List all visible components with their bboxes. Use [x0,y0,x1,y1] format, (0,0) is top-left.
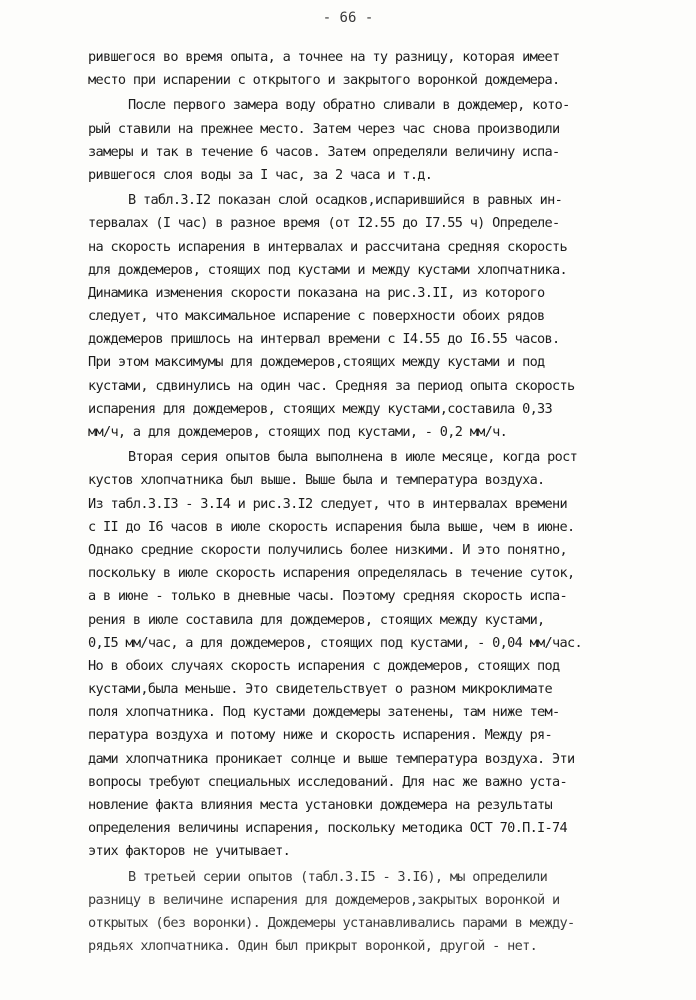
text-line: Однако средние скорости получились более низкими. И это понятно, [88,541,567,558]
text-line: В третьей серии опытов (табл.3.I5 - 3.I6), мы определили [128,868,548,885]
text-line: рый ставили на прежнее место. Затем через час снова производили [88,120,560,137]
text-line: поскольку в июле скорость испарения определялась в течение суток, [88,565,575,582]
text-line: рения в июле составила для дождемеров, стоящих между кустами, [88,611,545,628]
text-line: замеры и так в течение 6 часов. Затем определяли величину испа- [88,143,560,160]
text-line: тервалах (I час) в разное время (от I2.55 до I7.55 ч) Определе- [88,215,560,232]
text-line: этих факторов не учитывает. [88,843,291,860]
text-line: Но в обоих случаях скорость испарения с дождемеров, стоящих под [88,657,560,674]
text-line: В табл.3.I2 показан слой осадков,испарившийся в равных ин- [128,192,563,209]
text-line: мм/ч, а для дождемеров, стоящих под кустами, - 0,2 мм/ч. [88,424,508,440]
text-line: следует, что максимальное испарение с поверхности обоих рядов [88,308,545,325]
text-line: новление факта влияния места установки дождемера на результаты [88,797,553,813]
text-line: с II до I6 часов в июле скорость испарения была выше, чем в июне. [88,518,575,535]
text-line: кустами,была меньше. Это свидетельствует о разном микроклимате [88,681,553,698]
text-line: рившегося слоя воды за I час, за 2 часа и т.д. [88,166,433,183]
text-line: место при испарении с открытого и закрытого воронкой дождемера. [88,72,560,89]
text-line: на скорость испарения в интервалах и рассчитана средняя скорость [88,238,567,255]
text-line: а в июне - только в дневные часы. Поэтому средняя скорость испа- [88,588,567,605]
text-line: испарения для дождемеров, стоящих между кустами,составила 0,33 [88,400,553,417]
text-line: пература воздуха и потому ниже и скорость испарения. Между ря- [88,727,553,744]
text-line: вопросы требуют специальных исследований. Для нас же важно уста- [88,773,567,790]
text-line: Из табл.3.I3 - 3.I4 и рис.3.I2 следует, что в интервалах времени [88,495,567,512]
text-line: открытых (без воронки). Дождемеры устанавливались парами в между- [88,914,575,931]
text-line: определения величины испарения, поскольку методика ОСТ 70.П.І-74 [88,820,567,837]
text-line: кустами, сдвинулись на один час. Средняя за период опыта скорость [88,377,575,394]
text-line: разницу в величине испарения для дождемеров,закрытых воронкой и [88,891,560,908]
text-line: кустов хлопчатника был выше. Выше была и температура воздуха. [88,472,545,489]
text-line: Вторая серия опытов была выполнена в июле месяце, когда рост [128,449,578,466]
text-line: При этом максимумы для дождемеров,стоящих между кустами и под [88,354,545,371]
text-line: рившегося во время опыта, а точнее на ту разницу, которая имеет [88,49,560,65]
text-line: Динамика изменения скорости показана на рис.3.II, из которого [88,284,545,301]
text-line: 0,I5 мм/час, а для дождемеров, стоящих под кустами, - 0,04 мм/час. [88,634,582,651]
body-text [88,46,688,958]
text-line: После первого замера воду обратно сливали в дождемер, кото- [128,97,570,114]
text-line: рядьях хлопчатника. Один был прикрыт воронкой, другой - нет. [88,938,538,955]
text-line: для дождемеров, стоящих под кустами и между кустами хлопчатника. [88,261,567,278]
page-number: - 66 - [322,10,374,26]
text-line: поля хлопчатника. Под кустами дождемеры затенены, там ниже тем- [88,704,560,721]
text-line: дами хлопчатника проникает солнце и выше температура воздуха. Эти [88,750,575,767]
text-line: дождемеров пришлось на интервал времени с I4.55 до I6.55 часов. [88,331,560,348]
